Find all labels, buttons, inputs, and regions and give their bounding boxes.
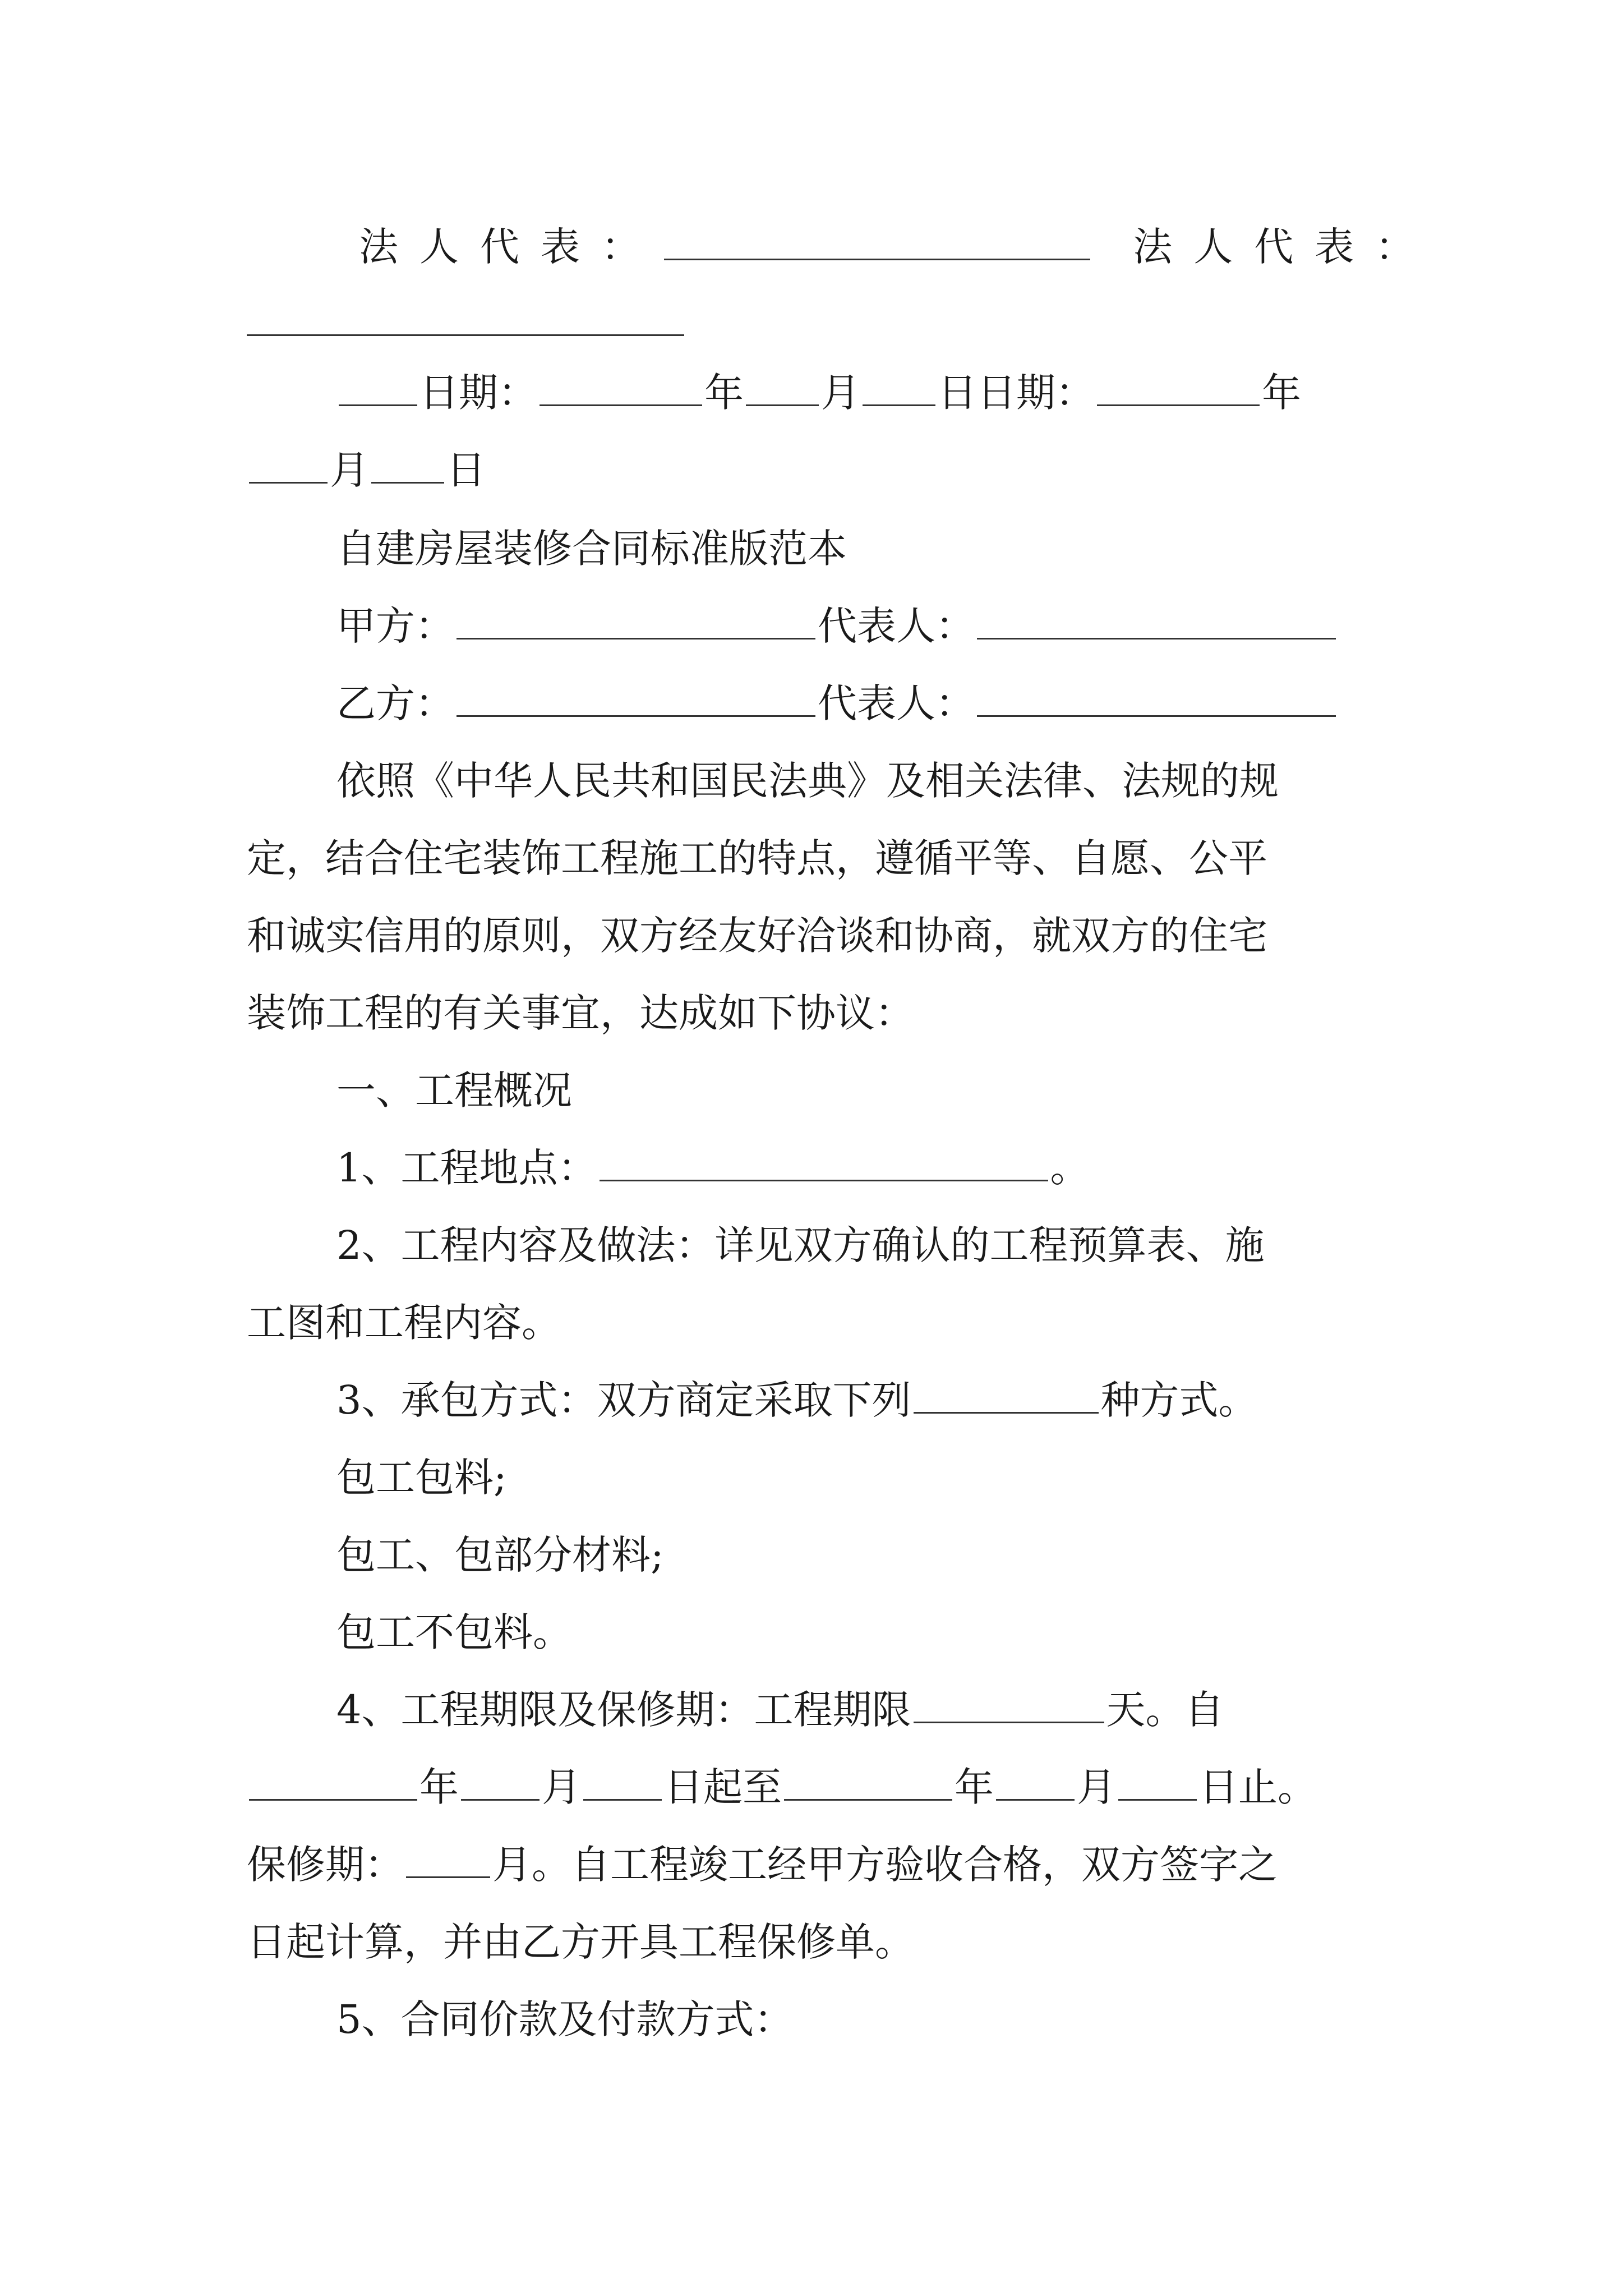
item-3-label: 3、承包方式：双方商定采取下列 — [336, 1377, 911, 1423]
year-label-right: 年 — [1262, 370, 1301, 416]
year-label-left: 年 — [704, 370, 744, 416]
warranty-line-1 — [247, 1837, 1387, 1893]
day-blank-right[interactable] — [371, 446, 444, 484]
project-location-blank[interactable] — [600, 1144, 1048, 1181]
item-1-line — [336, 1140, 1387, 1196]
party-a-label: 甲方： — [336, 603, 454, 649]
item-4-suffix: 天。自 — [1106, 1687, 1224, 1733]
intro-line-2: 定，结合住宅装饰工程施工的特点，遵循平等、自愿、公平 — [247, 835, 1267, 881]
end-day-blank[interactable] — [1118, 1763, 1197, 1801]
option-3: 包工不包料。 — [336, 1609, 572, 1655]
duration-days-blank[interactable] — [914, 1686, 1104, 1723]
year-blank-right[interactable] — [1097, 369, 1260, 406]
document-title: 自建房屋装修合同标准版范本 — [336, 526, 847, 572]
end-month-label: 月 — [1077, 1764, 1116, 1810]
item-4-line-2 — [247, 1759, 1387, 1815]
item-3-line — [336, 1372, 1387, 1428]
end-year-label: 年 — [955, 1764, 994, 1810]
item-2-line-2: 工图和工程内容。 — [247, 1300, 561, 1346]
item-5-heading: 5、合同价款及付款方式： — [336, 1996, 794, 2042]
contract-method-blank[interactable] — [914, 1376, 1099, 1414]
start-month-label: 月 — [542, 1764, 581, 1810]
warranty-months-blank[interactable] — [406, 1841, 490, 1878]
start-month-blank[interactable] — [461, 1763, 540, 1801]
item-1-period: 。 — [1050, 1145, 1090, 1191]
warranty-label: 保修期： — [247, 1842, 404, 1888]
legal-rep-line — [359, 219, 1436, 275]
section-1-heading: 一、工程概况 — [336, 1068, 572, 1114]
year-blank-left[interactable] — [540, 369, 702, 406]
item-1-label: 1、工程地点： — [336, 1145, 597, 1191]
start-year-label: 年 — [419, 1764, 459, 1810]
party-a-line — [336, 598, 1387, 654]
month-blank-right[interactable] — [249, 446, 328, 484]
day-label-left: 日 — [938, 370, 977, 416]
party-b-rep-label: 代表人： — [818, 680, 975, 726]
month-label-right: 月 — [330, 447, 369, 493]
party-a-blank[interactable] — [457, 602, 815, 639]
item-2-line-1: 2、工程内容及做法：详见双方确认的工程预算表、施 — [336, 1222, 1265, 1268]
party-b-rep-blank[interactable] — [977, 679, 1336, 717]
legal-rep-blank-left[interactable] — [664, 223, 1090, 260]
option-2: 包工、包部分材料; — [336, 1532, 664, 1578]
party-b-blank[interactable] — [457, 679, 815, 717]
date-blank[interactable] — [339, 369, 417, 406]
end-label: 日止。 — [1199, 1764, 1317, 1810]
day-label-right: 日 — [446, 447, 486, 493]
party-a-rep-blank[interactable] — [977, 602, 1336, 639]
legal-rep-blank-right[interactable] — [247, 334, 684, 336]
end-year-blank[interactable] — [784, 1763, 952, 1801]
intro-line-4: 装饰工程的有关事宜，达成如下协议： — [247, 990, 914, 1036]
date-label-left: 日期： — [419, 370, 537, 416]
start-day-blank[interactable] — [583, 1763, 662, 1801]
date-line-cont — [247, 442, 1387, 498]
date-label-right: 日期： — [977, 370, 1095, 416]
legal-rep-label-left: 法人代表： — [359, 224, 662, 270]
warranty-line-2: 日起计算，并由乙方开具工程保修单。 — [247, 1919, 914, 1965]
party-b-line — [336, 675, 1387, 731]
start-to-label: 日起至 — [664, 1764, 782, 1810]
date-line — [336, 365, 1387, 421]
month-blank-left[interactable] — [746, 369, 819, 406]
option-1: 包工包料; — [336, 1455, 507, 1501]
month-label-left: 月 — [821, 370, 860, 416]
day-blank-left[interactable] — [863, 369, 935, 406]
item-4-label: 4、工程期限及保修期：工程期限 — [336, 1687, 911, 1733]
party-b-label: 乙方： — [336, 680, 454, 726]
warranty-text: 月。自工程竣工经甲方验收合格，双方签字之 — [492, 1842, 1278, 1888]
start-year-blank[interactable] — [249, 1763, 417, 1801]
item-3-suffix: 种方式。 — [1100, 1377, 1258, 1423]
party-a-rep-label: 代表人： — [818, 603, 975, 649]
item-4-line-1 — [336, 1682, 1387, 1738]
intro-line-1: 依照《中华人民共和国民法典》及相关法律、法规的规 — [336, 758, 1279, 804]
legal-rep-label-right: 法人代表： — [1133, 224, 1436, 270]
intro-line-3: 和诚实信用的原则，双方经友好洽谈和协商，就双方的住宅 — [247, 913, 1267, 959]
end-month-blank[interactable] — [996, 1763, 1075, 1801]
